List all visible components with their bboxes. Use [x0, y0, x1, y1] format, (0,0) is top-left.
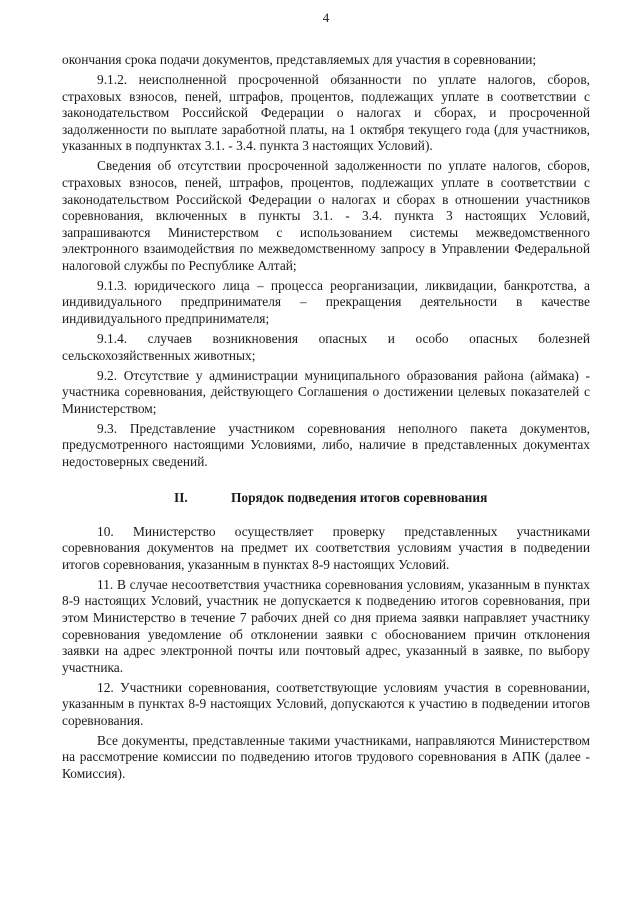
paragraph-continuation: окончания срока подачи документов, представляемых для участия в соревновании; — [62, 52, 537, 67]
document-page — [62, 10, 590, 786]
paragraph-12: 12. Участники соревнования, соответствующие условиям участия в соревновании, указанным в пунктах 8-9 настоящих Условий, допускаются к участию в подведении итогов соревнования. — [62, 679, 590, 728]
paragraph-all-documents: Все документы, представленные такими участниками, направляются Министерством на рассмотрение комиссии по подведению итогов трудового соревнования в АПК (далее - Комиссия). — [62, 732, 590, 782]
paragraph-9-2: 9.2. Отсутствие у администрации муниципального образования района (аймака) - участника соревнования, действующего Соглашения о достижении целевых показателей с Министерством; — [62, 367, 590, 416]
paragraph-9-1-3: 9.1.3. юридического лица – процесса реорганизации, ликвидации, банкротства, а индивидуального предпринимателя – прекращения деятельности в качестве индивидуального предпринимателя; — [62, 277, 590, 327]
section-heading — [62, 489, 590, 506]
section-title: Порядок подведения итогов соревнования — [231, 489, 488, 505]
paragraph-9-1-2: 9.1.2. неисполненной просроченной обязанности по уплате налогов, сборов, страховых взносов, пеней, штрафов, процентов, подлежащих уплате в соответствии с законодательством Российской Федерации о налогах и сборах, и просроченной задолженности по выплате заработной платы, на 1 октября текущего года (для участников, указанных в подпунктах 3.1. - 3.4. пункта 3 настоящих Условий). — [62, 71, 590, 154]
paragraph-9-1-4: 9.1.4. случаев возникновения опасных и особо опасных болезней сельскохозяйственных животных; — [62, 331, 590, 363]
paragraph-11: 11. В случае несоответствия участника соревнования условиям, указанным в пунктах 8-9 настоящих Условий, участник не допускается к подведению итогов соревнования, при этом Министерство в течение 7 рабочих дней со дня приема заявки направляет участнику соревнования уведомление об отклонении заявки с обоснованием причин отклонения заявки на адрес электронной почты или почтовый адрес, указанный в заявке, по выбору участника. — [62, 576, 590, 675]
page-number: 4 — [322, 10, 330, 25]
paragraph-10: 10. Министерство осуществляет проверку представленных участниками соревнования документов на предмет их соответствия условиям участия в подведении итогов соревнования, указанным в пунктах 8-9 настоящих Условий. — [62, 523, 590, 572]
section-number: II. — [174, 489, 188, 505]
paragraph-tax-info: Сведения об отсутствии просроченной задолженности по уплате налогов, сборов, страховых взносов, пеней, штрафов, процентов, подлежащих уплате в соответствии с законодательством Российской Федерации о налогах и сборах в отношении участников соревнования, включенных в пункты 3.1. - 3.4. пункта 3 настоящих Условий, запрашиваются Министерством с использованием системы межведомственного электронного взаимодействия по межведомственному запросу в Управлении Федеральной налоговой службы по Республике Алтай; — [62, 158, 590, 273]
paragraph-9-3: 9.3. Представление участником соревнования неполного пакета документов, предусмотренного настоящими Условиями, либо, наличие в представленных документах недостоверных сведений. — [62, 420, 590, 469]
